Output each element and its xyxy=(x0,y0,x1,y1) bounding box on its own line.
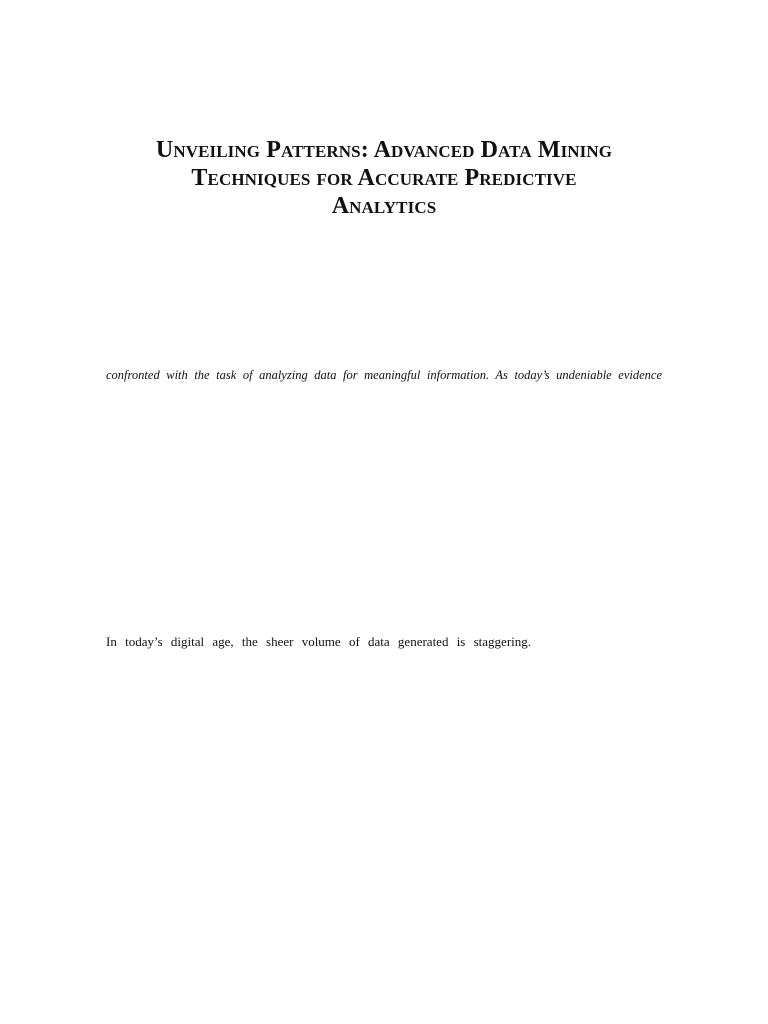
body-text-line: In today’s digital age, the sheer volume of data generated is staggering. xyxy=(106,634,532,649)
title-line-3: Analytics xyxy=(331,193,437,219)
document-title xyxy=(84,136,684,220)
title-line-1: Unveiling Patterns: Advanced Data Mining xyxy=(155,137,613,163)
title-line-2: Techniques for Accurate Predictive xyxy=(191,165,577,191)
italic-text-line: confronted with the task of analyzing data for meaningful information. As today’s undeniable evidence xyxy=(106,368,662,382)
